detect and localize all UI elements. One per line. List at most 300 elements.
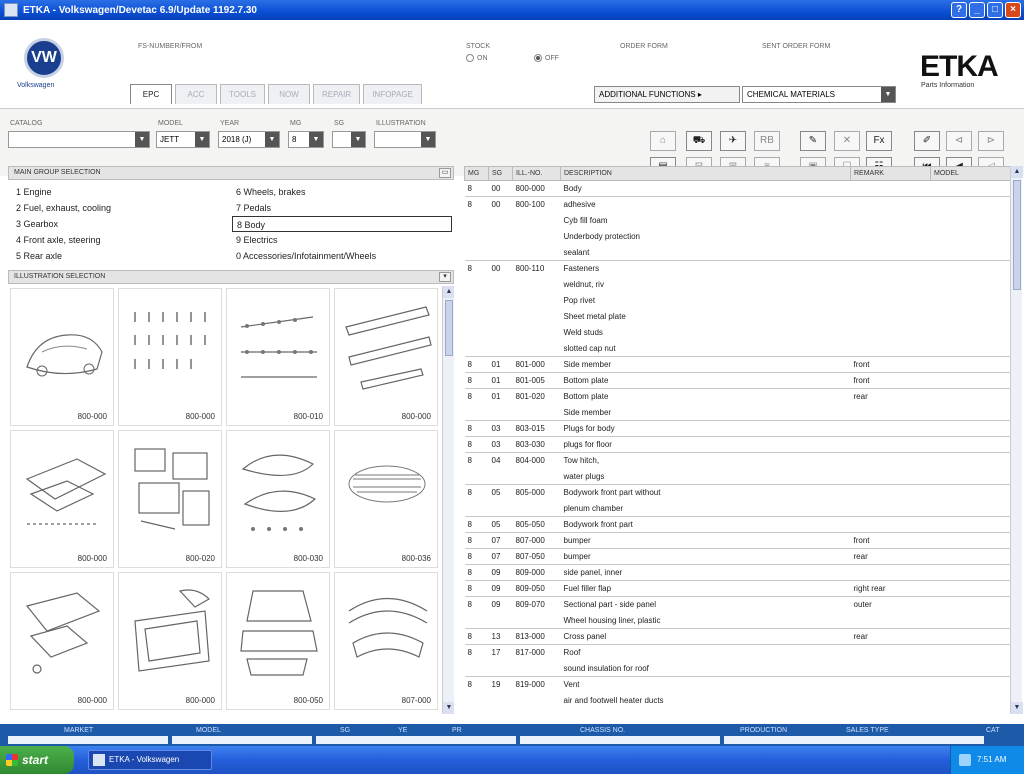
- main-group-item[interactable]: 2 Fuel, exhaust, cooling: [16, 203, 112, 213]
- cell-remark: [851, 565, 931, 581]
- status-label-chassis: CHASSIS NO.: [580, 727, 626, 734]
- panel-toggle-icon[interactable]: ▭: [439, 168, 451, 178]
- cell-description: Vent: [561, 677, 851, 693]
- cell-model: [931, 373, 1011, 389]
- cell-mg: [465, 309, 489, 325]
- cell-ill-no: [513, 693, 561, 709]
- status-bar: [0, 724, 1024, 746]
- main-group-item[interactable]: 4 Front axle, steering: [16, 235, 101, 245]
- cell-model: [931, 197, 1011, 213]
- illustration-number: 800-030: [293, 554, 323, 563]
- cell-sg: 03: [489, 421, 513, 437]
- table-row[interactable]: [465, 645, 1011, 661]
- cell-sg: [489, 213, 513, 229]
- cell-sg: 01: [489, 357, 513, 373]
- cell-description: weldnut, riv: [563, 280, 604, 289]
- cell-description: sealant: [563, 247, 590, 257]
- table-row[interactable]: [465, 357, 1011, 373]
- table-row[interactable]: [465, 341, 1011, 357]
- cell-description: Bodywork front part: [561, 517, 851, 533]
- cell-sg: [489, 325, 513, 341]
- cell-ill-no: 803-015: [513, 421, 561, 437]
- illustration-number: 800-036: [401, 554, 431, 563]
- column-header-sg[interactable]: SG: [489, 167, 513, 181]
- cell-description: Bottom plate: [561, 373, 851, 389]
- status-field: [520, 736, 720, 744]
- cell-model: [931, 469, 1011, 485]
- table-row[interactable]: [465, 629, 1011, 645]
- cell-model: [931, 181, 1011, 197]
- illustration-thumb[interactable]: [10, 572, 114, 710]
- parts-scrollbar[interactable]: [1010, 166, 1022, 714]
- cell-mg: [465, 661, 489, 677]
- cell-ill-no: 819-000: [513, 677, 561, 693]
- cell-remark: [851, 421, 931, 437]
- table-row[interactable]: [465, 485, 1011, 501]
- cell-model: [931, 533, 1011, 549]
- illustration-scrollbar[interactable]: [442, 286, 454, 714]
- sg-select[interactable]: [332, 131, 366, 148]
- illustration-number: 807-000: [401, 696, 431, 705]
- chevron-down-icon[interactable]: ▼: [195, 132, 209, 147]
- radio-on[interactable]: ON: [466, 54, 488, 62]
- etka-subtitle: Parts Information: [921, 82, 975, 89]
- cell-ill-no: 800-000: [513, 181, 561, 197]
- cell-model: [931, 389, 1011, 405]
- cell-ill-no: [513, 501, 561, 517]
- cell-model: [931, 437, 1011, 453]
- cell-model: [931, 341, 1011, 357]
- module-tabs: [130, 84, 422, 104]
- table-row[interactable]: [465, 261, 1011, 277]
- cell-model: [931, 261, 1011, 277]
- cell-mg: [465, 501, 489, 517]
- table-row[interactable]: [465, 213, 1011, 229]
- vw-logo: VW: [24, 38, 64, 78]
- cell-remark: [851, 293, 931, 309]
- cell-model: [931, 613, 1011, 629]
- cell-remark: rear: [851, 389, 931, 405]
- table-row[interactable]: [465, 405, 1011, 421]
- cell-mg: 8: [465, 533, 489, 549]
- cell-remark: [851, 181, 931, 197]
- cell-ill-no: [513, 229, 561, 245]
- chemical-materials-value: CHEMICAL MATERIALS: [747, 90, 836, 99]
- cell-sg: [489, 469, 513, 485]
- start-button[interactable]: start: [0, 746, 74, 774]
- cell-sg: 07: [489, 549, 513, 565]
- cell-mg: [465, 213, 489, 229]
- illustration-number: 800-050: [293, 696, 323, 705]
- table-row[interactable]: [465, 293, 1011, 309]
- cell-ill-no: 803-030: [513, 437, 561, 453]
- front-bumper-illustration: [233, 581, 325, 681]
- windows-taskbar: [0, 746, 1024, 774]
- cell-mg: [465, 405, 489, 421]
- cell-description: Cyb fill foam: [563, 216, 608, 225]
- status-field: [724, 736, 984, 744]
- cell-remark: [851, 677, 931, 693]
- cell-sg: [489, 501, 513, 517]
- cell-remark: [851, 437, 931, 453]
- cell-ill-no: [513, 245, 561, 261]
- main-group-item[interactable]: 6 Wheels, brakes: [236, 187, 306, 197]
- cell-ill-no: 809-000: [513, 565, 561, 581]
- system-tray: [950, 746, 1024, 774]
- cell-remark: [851, 453, 931, 469]
- send-button[interactable]: ✈: [720, 131, 746, 151]
- illustration-thumb[interactable]: [10, 430, 114, 568]
- illustration-label: ILLUSTRATION: [376, 120, 426, 127]
- cell-model: [931, 245, 1011, 261]
- window-titlebar[interactable]: [0, 0, 1024, 20]
- cell-ill-no: 807-000: [513, 533, 561, 549]
- cell-description: Body: [561, 181, 851, 197]
- bottom-plate-illustration: [17, 439, 109, 539]
- table-row[interactable]: [465, 453, 1011, 469]
- cell-ill-no: 805-050: [513, 517, 561, 533]
- window-title: ETKA - Volkswagen/Devetac 6.9/Update 1192.7.30: [23, 4, 257, 16]
- cell-model: [931, 693, 1011, 709]
- help-button[interactable]: ?: [951, 2, 967, 18]
- cell-ill-no: [513, 213, 561, 229]
- cell-ill-no: [513, 341, 561, 357]
- cell-mg: 8: [465, 181, 489, 197]
- main-group-item-selected[interactable]: 8 Body: [232, 216, 452, 232]
- chevron-down-icon[interactable]: ▼: [309, 132, 323, 147]
- tab-tools[interactable]: TOOLS: [220, 84, 265, 104]
- year-select[interactable]: 2018 (J) ▼: [218, 131, 280, 148]
- additional-functions-menu[interactable]: ADDITIONAL FUNCTIONS ▸: [594, 86, 740, 103]
- cell-remark: rear: [851, 629, 931, 645]
- cell-sg: [489, 405, 513, 421]
- edit-button[interactable]: ✎: [800, 131, 826, 151]
- table-row[interactable]: [465, 581, 1011, 597]
- etka-logo: ETKA: [920, 50, 998, 83]
- chevron-down-icon[interactable]: ▼: [135, 132, 149, 147]
- table-row[interactable]: [465, 533, 1011, 549]
- table-row[interactable]: [465, 373, 1011, 389]
- cell-ill-no: [513, 277, 561, 293]
- table-row[interactable]: [465, 469, 1011, 485]
- cell-remark: [851, 309, 931, 325]
- cell-description: Sheet metal plate: [563, 312, 626, 321]
- cell-description: Plugs for body: [561, 421, 851, 437]
- radio-off[interactable]: OFF: [534, 54, 559, 62]
- status-field: [172, 736, 312, 744]
- cell-mg: 8: [465, 197, 489, 213]
- cell-description: sound insulation for roof: [563, 663, 649, 673]
- scrollbar-thumb[interactable]: [445, 300, 453, 356]
- rear-bumper-illustration: [341, 581, 433, 681]
- column-header-model[interactable]: MODEL: [931, 167, 1011, 181]
- cell-mg: [465, 325, 489, 341]
- cell-ill-no: 809-050: [513, 581, 561, 597]
- bolts-illustration: [233, 297, 325, 397]
- cell-ill-no: 805-000: [513, 485, 561, 501]
- table-row[interactable]: [465, 437, 1011, 453]
- table-row[interactable]: [465, 197, 1011, 213]
- main-group-item[interactable]: 1 Engine: [16, 187, 52, 197]
- cell-description: Bodywork front part without: [561, 485, 851, 501]
- cell-model: [931, 485, 1011, 501]
- main-group-item[interactable]: 5 Rear axle: [16, 251, 63, 261]
- cell-mg: [465, 469, 489, 485]
- cell-ill-no: 807-050: [513, 549, 561, 565]
- cell-sg: 00: [489, 261, 513, 277]
- cell-sg: 09: [489, 581, 513, 597]
- cell-mg: 8: [465, 597, 489, 613]
- cell-mg: 8: [465, 629, 489, 645]
- illustration-number: 800-000: [185, 412, 215, 421]
- column-header-mg[interactable]: MG: [465, 167, 489, 181]
- table-row[interactable]: [465, 661, 1011, 677]
- sent-order-form-label: SENT ORDER FORM: [762, 43, 831, 50]
- tray-icon[interactable]: [959, 754, 971, 766]
- header: [0, 20, 1024, 106]
- table-row[interactable]: [465, 421, 1011, 437]
- cell-remark: [851, 501, 931, 517]
- cell-remark: right rear: [851, 581, 931, 597]
- parts-table-area: [464, 166, 1010, 714]
- cell-description: Underbody protection: [563, 232, 640, 241]
- parts-table: [464, 166, 1010, 709]
- cell-sg: 05: [489, 517, 513, 533]
- cell-model: [931, 565, 1011, 581]
- cell-ill-no: 800-110: [513, 261, 561, 277]
- chevron-down-icon[interactable]: ▼: [881, 87, 895, 102]
- car-body-illustration: [17, 297, 109, 397]
- cell-description: bumper: [561, 533, 851, 549]
- table-row[interactable]: [465, 277, 1011, 293]
- sg-label: SG: [334, 120, 345, 127]
- model-select[interactable]: JETT ▼: [156, 131, 210, 148]
- status-field: [316, 736, 516, 744]
- table-row[interactable]: [465, 693, 1011, 709]
- cell-mg: 8: [465, 565, 489, 581]
- etka-app: [0, 20, 1024, 724]
- cell-ill-no: [513, 469, 561, 485]
- cell-description: plugs for floor: [561, 437, 851, 453]
- cell-sg: [489, 277, 513, 293]
- cell-sg: 05: [489, 485, 513, 501]
- cell-mg: [465, 341, 489, 357]
- table-row[interactable]: [465, 517, 1011, 533]
- cell-ill-no: [513, 661, 561, 677]
- cell-remark: [851, 341, 931, 357]
- main-group-item[interactable]: 3 Gearbox: [16, 219, 59, 229]
- tab-acc[interactable]: ACC: [175, 84, 217, 104]
- maximize-button[interactable]: □: [987, 2, 1003, 18]
- cell-mg: [465, 245, 489, 261]
- illustration-select[interactable]: [374, 131, 436, 148]
- column-header-description[interactable]: DESCRIPTION: [561, 167, 851, 181]
- status-field: [8, 736, 168, 744]
- mg-label: MG: [290, 120, 302, 127]
- main-group-item[interactable]: 0 Accessories/Infotainment/Wheels: [236, 251, 377, 261]
- vehicle-button[interactable]: ⛟: [686, 131, 712, 151]
- cell-mg: 8: [465, 389, 489, 405]
- chemical-materials-select[interactable]: [742, 86, 896, 103]
- app-icon: [4, 3, 18, 17]
- illustration-thumb[interactable]: [226, 430, 330, 568]
- rb-button[interactable]: RB: [754, 131, 780, 151]
- cell-remark: [851, 613, 931, 629]
- cell-remark: front: [851, 357, 931, 373]
- table-row[interactable]: [465, 597, 1011, 613]
- cell-mg: 8: [465, 421, 489, 437]
- illustration-thumb[interactable]: [226, 572, 330, 710]
- illustration-title: ILLUSTRATION SELECTION: [14, 273, 106, 280]
- cell-remark: [851, 485, 931, 501]
- table-row[interactable]: [465, 229, 1011, 245]
- cell-mg: 8: [465, 437, 489, 453]
- illustration-grid-area: [8, 286, 454, 714]
- main-group-header: [8, 166, 454, 180]
- cell-model: [931, 549, 1011, 565]
- minimize-button[interactable]: _: [969, 2, 985, 18]
- cell-ill-no: [513, 325, 561, 341]
- chevron-down-icon[interactable]: ▼: [421, 132, 435, 147]
- tab-epc[interactable]: EPC: [130, 84, 172, 104]
- scrollbar-thumb[interactable]: [1013, 180, 1021, 290]
- scroll-down-icon[interactable]: ▼: [443, 702, 454, 714]
- cell-mg: 8: [465, 581, 489, 597]
- main-group-item[interactable]: 7 Pedals: [236, 203, 272, 213]
- cell-remark: [851, 517, 931, 533]
- table-row[interactable]: [465, 613, 1011, 629]
- cell-ill-no: 801-000: [513, 357, 561, 373]
- cell-ill-no: 817-000: [513, 645, 561, 661]
- illustration-number: 800-020: [185, 554, 215, 563]
- tab-repair[interactable]: REPAIR: [313, 84, 360, 104]
- catalog-select[interactable]: [8, 131, 150, 148]
- cell-model: [931, 629, 1011, 645]
- chevron-down-icon[interactable]: ▼: [265, 132, 279, 147]
- forward-button[interactable]: ⊳: [978, 131, 1004, 151]
- table-row[interactable]: [465, 325, 1011, 341]
- column-header-ill-no[interactable]: ILL.-NO.: [513, 167, 561, 181]
- cell-description: side panel, inner: [561, 565, 851, 581]
- cell-description: adhesive: [561, 197, 851, 213]
- cell-ill-no: 804-000: [513, 453, 561, 469]
- table-row[interactable]: [465, 181, 1011, 197]
- scroll-up-icon[interactable]: ▲: [443, 286, 454, 298]
- bodywork-front-illustration: [125, 581, 217, 681]
- cell-mg: 8: [465, 645, 489, 661]
- cell-model: [931, 517, 1011, 533]
- scroll-up-icon[interactable]: ▲: [1011, 166, 1023, 178]
- cell-description: air and footwell heater ducts: [563, 696, 664, 705]
- function-button[interactable]: Fx: [866, 131, 892, 151]
- brand-text: Volkswagen: [17, 82, 55, 89]
- cell-model: [931, 581, 1011, 597]
- home-button[interactable]: ⌂: [650, 131, 676, 151]
- table-row[interactable]: [465, 565, 1011, 581]
- cell-remark: front: [851, 373, 931, 389]
- cell-remark: [851, 213, 931, 229]
- illustration-thumb[interactable]: [10, 288, 114, 426]
- side-member-illustration: [341, 297, 433, 397]
- chevron-down-icon[interactable]: ▼: [351, 132, 365, 147]
- illustration-number: 800-000: [185, 696, 215, 705]
- illustration-thumb[interactable]: [226, 288, 330, 426]
- table-row[interactable]: [465, 389, 1011, 405]
- table-row[interactable]: [465, 677, 1011, 693]
- status-label-market: MARKET: [64, 727, 94, 734]
- table-row[interactable]: [465, 501, 1011, 517]
- cell-model: [931, 277, 1011, 293]
- illustration-number: 800-000: [77, 554, 107, 563]
- cell-model: [931, 597, 1011, 613]
- illustration-thumb[interactable]: [334, 288, 438, 426]
- cell-description: Fuel filler flap: [561, 581, 851, 597]
- cell-ill-no: 800-100: [513, 197, 561, 213]
- illustration-thumb[interactable]: [334, 572, 438, 710]
- cell-ill-no: 801-020: [513, 389, 561, 405]
- cell-description: Pop rivet: [563, 296, 596, 305]
- cell-description: slotted cap nut: [563, 343, 616, 353]
- scroll-down-icon[interactable]: ▼: [1011, 702, 1023, 714]
- illustration-thumb[interactable]: [334, 430, 438, 568]
- cell-description: Side member: [563, 407, 612, 417]
- column-header-remark[interactable]: REMARK: [851, 167, 931, 181]
- cell-model: [931, 677, 1011, 693]
- cell-remark: [851, 229, 931, 245]
- taskbar-item-etka[interactable]: ETKA - Volkswagen: [88, 750, 212, 770]
- cell-model: [931, 309, 1011, 325]
- illustration-number: 800-000: [77, 412, 107, 421]
- table-row[interactable]: [465, 245, 1011, 261]
- table-row[interactable]: [465, 549, 1011, 565]
- cell-description: Sectional part - side panel: [561, 597, 851, 613]
- cell-remark: rear: [851, 549, 931, 565]
- cell-remark: [851, 645, 931, 661]
- cell-model: [931, 325, 1011, 341]
- floor-plugs-illustration: [341, 439, 433, 539]
- close-button[interactable]: ×: [1005, 2, 1021, 18]
- cell-remark: [851, 245, 931, 261]
- tab-infopage[interactable]: INFOPAGE: [363, 84, 422, 104]
- year-label: YEAR: [220, 120, 240, 127]
- panel-toggle-icon[interactable]: ▾: [439, 272, 451, 282]
- cell-description: water plugs: [563, 471, 605, 481]
- cell-model: [931, 501, 1011, 517]
- cell-sg: 09: [489, 565, 513, 581]
- radio-dot: [534, 54, 542, 62]
- main-group-item[interactable]: 9 Electrics: [236, 235, 278, 245]
- illustration-thumb[interactable]: [118, 288, 222, 426]
- cell-model: [931, 229, 1011, 245]
- table-row[interactable]: [465, 309, 1011, 325]
- mg-select[interactable]: 8 ▼: [288, 131, 324, 148]
- illustration-thumb[interactable]: [118, 572, 222, 710]
- back-button[interactable]: ⊲: [946, 131, 972, 151]
- tab-now[interactable]: NOW: [268, 84, 310, 104]
- note-button[interactable]: ✐: [914, 131, 940, 151]
- cell-description: Side member: [561, 357, 851, 373]
- cell-remark: [851, 469, 931, 485]
- cell-model: [931, 645, 1011, 661]
- illustration-thumb[interactable]: [118, 430, 222, 568]
- order-form-label: ORDER FORM: [620, 43, 668, 50]
- cell-ill-no: [513, 405, 561, 421]
- cell-sg: [489, 661, 513, 677]
- delete-button[interactable]: ✕: [834, 131, 860, 151]
- cell-mg: [465, 693, 489, 709]
- cell-sg: [489, 229, 513, 245]
- app-icon: [93, 754, 105, 766]
